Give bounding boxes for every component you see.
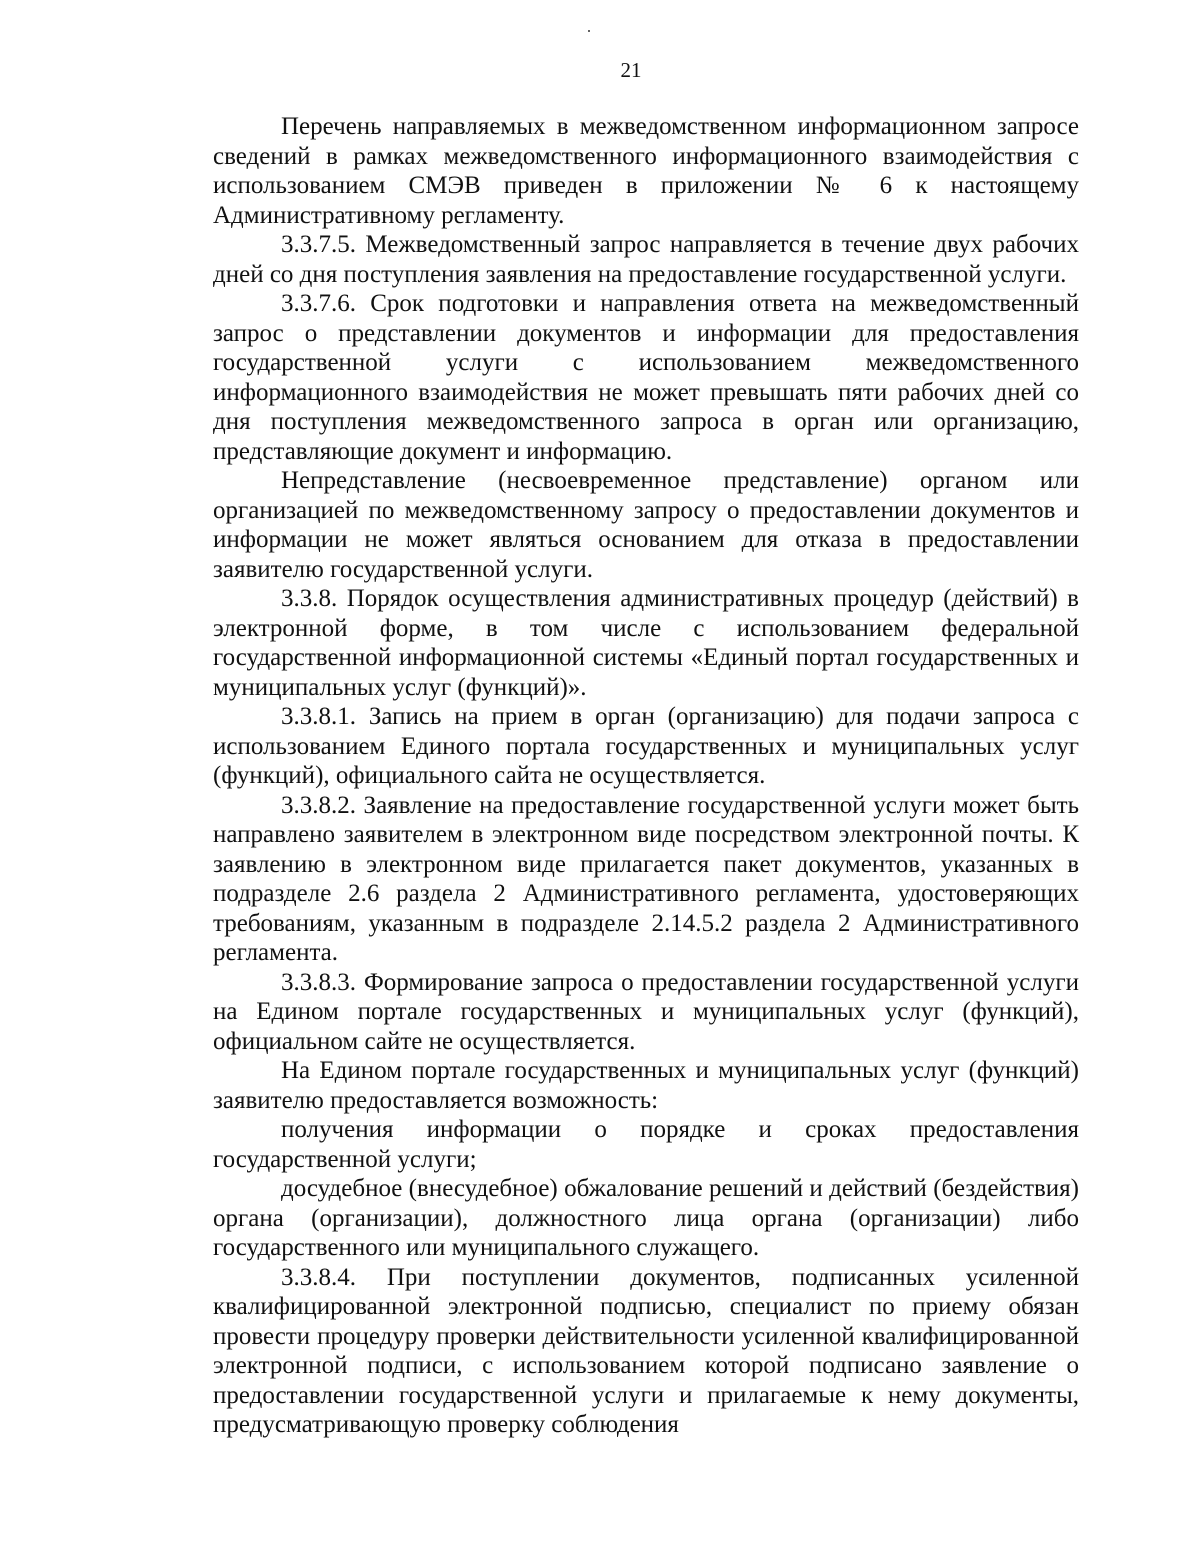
paragraph-non-submission: Непредставление (несвоевременное представление) органом или организацией по межведомственному запросу о предоставлении документов и информации не может являться основанием для отказа в предоставлении заявителю государственной услуги. xyxy=(213,467,1079,583)
paragraph-3-3-8-4: 3.3.8.4. При поступлении документов, подписанных усиленной квалифицированной электронной подписью, специалист по приему обязан провести процедуру проверки действительности усиленной квалифицированной электронной подписи, с использованием которой подписано заявление о предоставлении государственной услуги и прилагаемые к нему документы, предусматривающую проверку соблюдения xyxy=(213,1263,1079,1438)
page-number: 21 xyxy=(620,58,642,82)
paragraph-3-3-8-3: 3.3.8.3. Формирование запроса о предоставлении государственной услуги на Едином портале государственных и муниципальных услуг (функций), официальном сайте не осуществляется. xyxy=(213,968,1079,1055)
paragraph-3-3-7-6: 3.3.7.6. Срок подготовки и направления ответа на межведомственный запрос о представлении документов и информации для предоставления государственной услуги с использованием межведомственного информационного взаимодействия не может превышать пяти рабочих дней со дня поступления межведомственного запроса в орган или организацию, представляющие документ и информацию. xyxy=(213,290,1079,465)
paragraph-portal-possibility: На Едином портале государственных и муниципальных услуг (функций) заявителю предоставляется возможность: xyxy=(213,1057,1079,1114)
paragraph-3-3-8-2: 3.3.8.2. Заявление на предоставление государственной услуги может быть направлено заявителем в электронном виде посредством электронной почты. К заявлению в электронном виде прилагается пакет документов, указанных в подразделе 2.6 раздела 2 Административного регламента, удостоверяющих требованиям, указанным в подразделе 2.14.5.2 раздела 2 Административного регламента. xyxy=(213,791,1079,966)
document-body xyxy=(213,112,1079,1440)
paragraph-3-3-7-5: 3.3.7.5. Межведомственный запрос направляется в течение двух рабочих дней со дня поступления заявления на предоставление государственной услуги. xyxy=(213,231,1079,288)
scan-speck xyxy=(588,30,590,32)
paragraph-interagency-request-list: Перечень направляемых в межведомственном информационном запросе сведений в рамках межведомственного информационного взаимодействия с использованием СМЭВ приведен в приложении № 6 к настоящему Административному регламенту. xyxy=(213,113,1079,229)
paragraph-get-information: получения информации о порядке и сроках предоставления государственной услуги; xyxy=(213,1116,1079,1173)
paragraph-3-3-8-1: 3.3.8.1. Запись на прием в орган (организацию) для подачи запроса с использованием Единого портала государственных и муниципальных услуг (функций), официального сайта не осуществляется. xyxy=(213,703,1079,789)
paragraph-3-3-8: 3.3.8. Порядок осуществления административных процедур (действий) в электронной форме, в том числе с использованием федеральной государственной информационной системы «Единый портал государственных и муниципальных услуг (функций)». xyxy=(213,585,1079,701)
paragraph-pretrial-appeal: досудебное (внесудебное) обжалование решений и действий (бездействия) органа (организации), должностного лица органа (организации) либо государственного или муниципального служащего. xyxy=(213,1175,1079,1261)
